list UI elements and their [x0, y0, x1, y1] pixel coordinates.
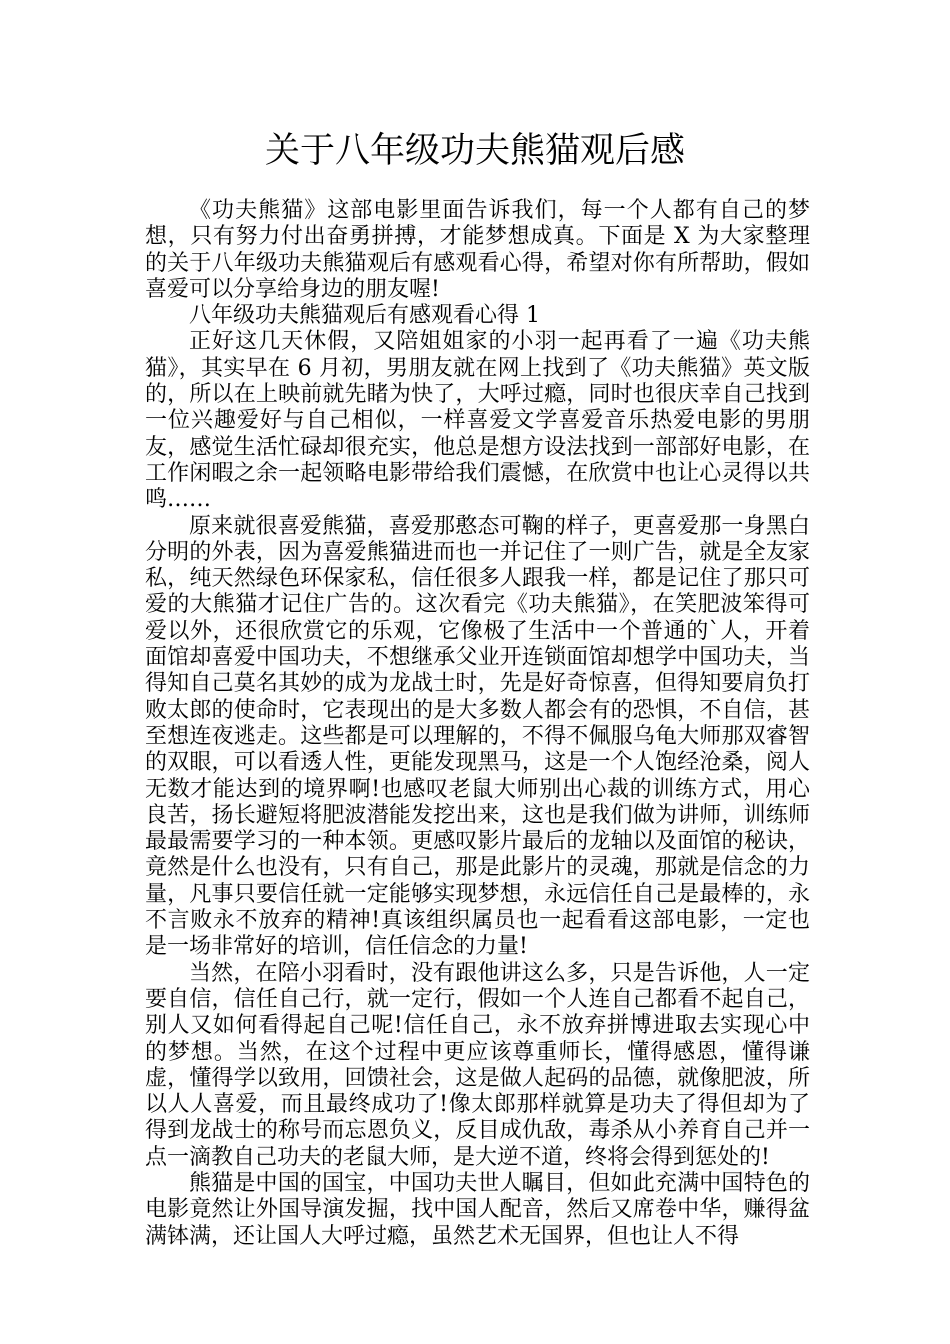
paragraph: 当然，在陪小羽看时，没有跟他讲这么多，只是告诉他，人一定要自信，信任自己行，就一定行，假如一个人连自己都看不起自己，别人又如何看得起自己呢!信任自己，永不放弃拼博进取去实现心中的梦想。当然，在这个过程中更应该尊重师长，懂得感恩，懂得谦虚，懂得学以致用，回馈社会，这是做人起码的品德，就像肥波，所以人人喜爱，而且最终成功了!像太郎那样就算是功夫了得但却为了得到龙战士的称号而忘恩负义，反目成仇敌，毒杀从小养育自己并一点一滴教自己功夫的老鼠大师，是大逆不道，终将会得到惩处的!	[145, 960, 810, 1170]
paragraph: 熊猫是中国的国宝，中国功夫世人瞩目，但如此充满中国特色的电影竟然让外国导演发掘，找中国人配音，然后又席卷中华，赚得盆满钵满，还让国人大呼过瘾，虽然艺术无国界，但也让人不得	[145, 1170, 810, 1249]
document-body	[145, 198, 810, 1250]
section-heading: 八年级功夫熊猫观后有感观看心得 1	[189, 303, 540, 329]
paragraph-intro: 《功夫熊猫》这部电影里面告诉我们，每一个人都有自己的梦想，只有努力付出奋勇拼搏，才能梦想成真。下面是 X 为大家整理的关于八年级功夫熊猫观后有感观看心得，希望对你有所帮助，假如喜爱可以分享给身边的朋友喔!	[145, 198, 810, 302]
document-title: 关于八年级功夫熊猫观后感	[264, 131, 685, 171]
paragraph: 原来就很喜爱熊猫，喜爱那憨态可鞠的样子，更喜爱那一身黑白分明的外表，因为喜爱熊猫进而也一并记住了一则广告，就是全友家私，纯天然绿色环保家私，信任很多人跟我一样，都是记住了那只可爱的大熊猫才记住广告的。这次看完《功夫熊猫》，在笑肥波笨得可爱以外，还很欣赏它的乐观，它像极了生活中一个普通的`人，开着面馆却喜爱中国功夫，不想继承父业开连锁面馆却想学中国功夫，当得知自己莫名其妙的成为龙战士时，先是好奇惊喜，但得知要肩负打败太郎的使命时，它表现出的是大多数人都会有的恐惧，不自信，甚至想连夜逃走。这些都是可以理解的，不得不佩服乌龟大师那双睿智的双眼，可以看透人性，更能发现黑马，这是一个人饱经沧桑，阅人无数才能达到的境界啊!也感叹老鼠大师别出心裁的训练方式，用心良苦，扬长避短将肥波潜能发挖出来，这也是我们做为讲师，训练师最最需要学习的一种本领。更感叹影片最后的龙轴以及面馆的秘诀，竟然是什么也没有，只有自己，那是此影片的灵魂，那就是信念的力量，凡事只要信任就一定能够实现梦想，永远信任自己是最棒的，永不言败永不放弃的精神!真该组织属员也一起看看这部电影，一定也是一场非常好的培训，信任信念的力量!	[145, 513, 810, 960]
paragraph: 正好这几天休假，又陪姐姐家的小羽一起再看了一遍《功夫熊猫》，其实早在 6 月初，男朋友就在网上找到了《功夫熊猫》英文版的，所以在上映前就先睹为快了，大呼过瘾，同时也很庆幸自己找到一位兴趣爱好与自己相似，一样喜爱文学喜爱音乐热爱电影的男朋友，感觉生活忙碌却很充实，他总是想方设法找到一部部好电影，在工作闲暇之余一起领略电影带给我们震憾，在欣赏中也让心灵得以共鸣……	[145, 329, 810, 513]
